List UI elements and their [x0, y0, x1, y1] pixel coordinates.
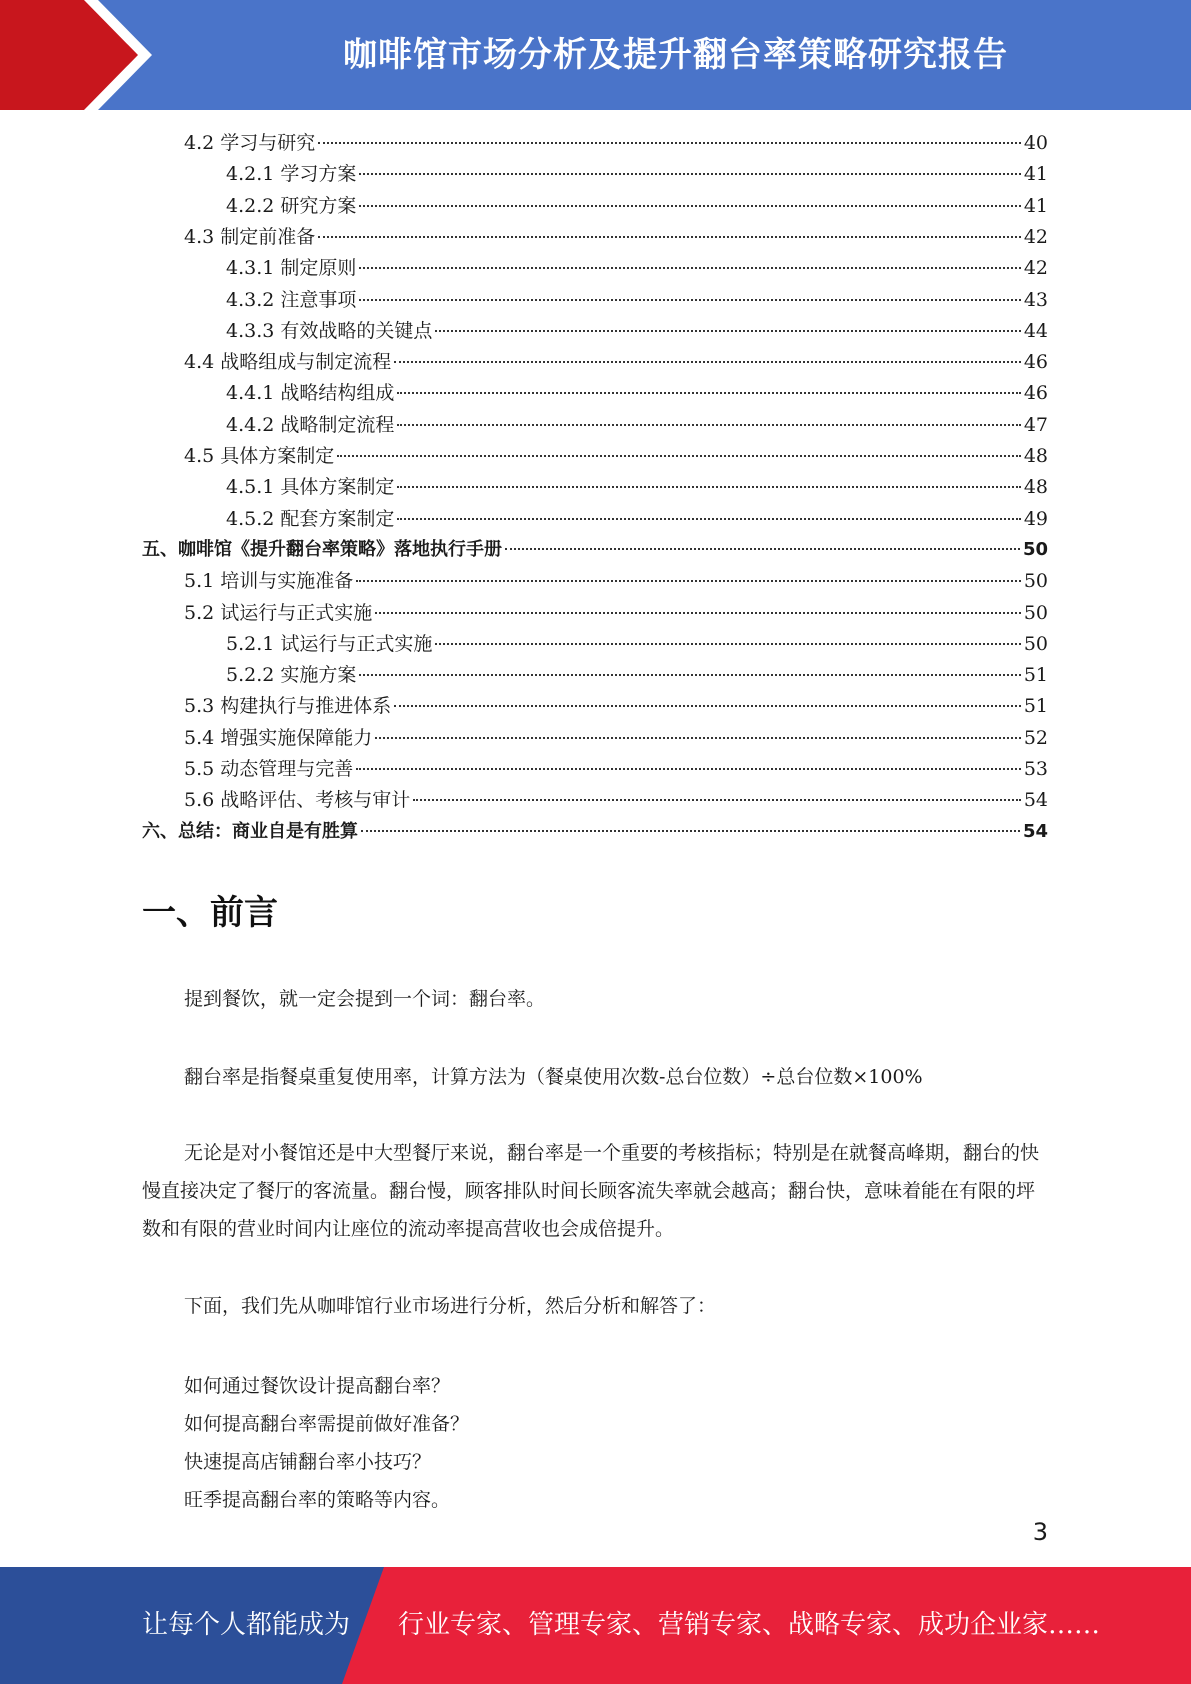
toc-entry-page: 52: [1023, 726, 1048, 749]
toc-leader-dots: [435, 643, 1020, 645]
toc-entry[interactable]: [184, 785, 1048, 815]
toc-entry-page: 51: [1023, 695, 1048, 718]
toc-entry-label: 4.2 学习与研究: [184, 132, 316, 154]
toc-leader-dots: [375, 737, 1021, 739]
toc-entry-label: 4.3 制定前准备: [184, 225, 316, 248]
toc-entry-page: 46: [1023, 382, 1048, 405]
toc-entry[interactable]: [226, 316, 1048, 346]
toc-entry[interactable]: [226, 410, 1048, 440]
toc-entry-page: 51: [1023, 664, 1048, 687]
toc-entry[interactable]: [184, 566, 1048, 596]
toc-entry-page: 42: [1023, 257, 1048, 280]
toc-entry-page: 49: [1023, 507, 1048, 530]
question-item: 快速提高店铺翻台率小技巧？: [184, 1451, 432, 1473]
page-footer: [0, 1567, 1191, 1684]
toc-entry-label: 4.4 战略组成与制定流程: [184, 351, 392, 374]
toc-entry[interactable]: [142, 817, 1048, 847]
toc-entry-label: 4.2.1 学习方案: [226, 163, 357, 186]
toc-entry[interactable]: [184, 723, 1048, 753]
toc-entry-label: 4.4.1 战略结构组成: [226, 382, 395, 405]
toc-entry-label: 4.5 具体方案制定: [184, 445, 335, 467]
toc-entry-page: 53: [1023, 758, 1048, 780]
toc-leader-dots: [359, 267, 1020, 269]
toc-leader-dots: [359, 173, 1020, 175]
toc-leader-dots: [397, 486, 1020, 488]
paragraph-4: 下面，我们先从咖啡馆行业市场进行分析，然后分析和解答了：: [184, 1295, 717, 1317]
toc-entry-label: 5.2.1 试运行与正式实施: [226, 632, 433, 655]
toc-entry-label: 5.3 构建执行与推进体系: [184, 695, 392, 718]
toc-leader-dots: [375, 612, 1021, 614]
question-item: 如何提高翻台率需提前做好准备？: [184, 1413, 470, 1435]
toc-entry[interactable]: [226, 191, 1048, 221]
toc-entry-label: 5.4 增强实施保障能力: [184, 726, 373, 749]
toc-entry-page: 54: [1022, 820, 1048, 842]
footer-slogan-right: 行业专家、管理专家、营销专家、战略专家、成功企业家……: [398, 1610, 1101, 1640]
toc-entry-label: 4.4.2 战略制定流程: [226, 413, 395, 436]
toc-entry[interactable]: [226, 629, 1048, 659]
toc-entry-page: 48: [1023, 476, 1048, 499]
toc-entry-label: 4.3.2 注意事项: [226, 288, 357, 311]
toc-entry-label: 4.3.1 制定原则: [226, 257, 357, 280]
toc-entry-page: 44: [1023, 319, 1048, 342]
paragraph-3: 无论是对小餐馆还是中大型餐厅来说，翻台率是一个重要的考核指标；特别是在就餐高峰期，翻台的快慢直接决定了餐厅的客流量。翻台慢，顾客排队时间长顾客流失率就会越高；翻台快，意味着能在有限的坪数和有限的营业时间内让座位的流动率提高营收也会成倍提升。: [142, 1142, 1040, 1240]
toc-entry[interactable]: [184, 598, 1048, 628]
toc-entry-page: 43: [1023, 288, 1048, 311]
toc-entry-page: 47: [1023, 413, 1048, 436]
toc-entry-page: 46: [1023, 351, 1048, 374]
toc-leader-dots: [361, 830, 1020, 832]
toc-entry-page: 42: [1023, 225, 1048, 248]
toc-entry[interactable]: [226, 378, 1048, 408]
toc-entry[interactable]: [142, 535, 1048, 565]
toc-leader-dots: [394, 705, 1021, 707]
toc-entry[interactable]: [184, 222, 1048, 252]
footer-slogan-left: 让每个人都能成为: [142, 1610, 351, 1640]
toc-entry-label: 五、咖啡馆《提升翻台率策略》落地执行手册: [142, 538, 502, 560]
toc-entry-label: 4.2.2 研究方案: [226, 194, 357, 217]
toc-entry[interactable]: [226, 159, 1048, 189]
toc-leader-dots: [394, 361, 1021, 363]
header-arrow-icon: [0, 0, 150, 110]
toc-entry-label: 4.3.3 有效战略的关键点: [226, 319, 433, 342]
toc-entry-page: 50: [1023, 601, 1048, 624]
toc-entry[interactable]: [226, 504, 1048, 534]
toc-leader-dots: [505, 548, 1020, 550]
toc-leader-dots: [359, 299, 1020, 301]
page-header: [0, 0, 1191, 110]
toc-entry-label: 4.5.1 具体方案制定: [226, 476, 395, 499]
toc-entry[interactable]: [226, 285, 1048, 315]
toc-leader-dots: [356, 580, 1021, 582]
toc-entry-page: 54: [1023, 789, 1048, 812]
paragraph-1: 提到餐饮，就一定会提到一个词：翻台率。: [184, 988, 546, 1010]
toc-entry-page: 50: [1023, 632, 1048, 655]
toc-entry-label: 5.5 动态管理与完善: [184, 758, 354, 780]
toc-entry-page: 50: [1022, 538, 1048, 560]
toc-entry[interactable]: [184, 754, 1048, 784]
toc-leader-dots: [435, 330, 1020, 332]
question-item: 如何通过餐饮设计提高翻台率？: [184, 1375, 451, 1397]
toc-entry-page: 41: [1023, 163, 1048, 186]
toc-entry[interactable]: [184, 441, 1048, 471]
toc-entry-page: 40: [1023, 132, 1048, 154]
toc-leader-dots: [413, 799, 1021, 801]
toc-entry-label: 5.2.2 实施方案: [226, 664, 357, 687]
toc-leader-dots: [359, 205, 1020, 207]
toc-entry-page: 50: [1023, 570, 1048, 593]
toc-entry-label: 5.6 战略评估、考核与审计: [184, 789, 411, 812]
toc-entry[interactable]: [184, 128, 1048, 158]
toc-leader-dots: [359, 674, 1020, 676]
toc-entry-page: 48: [1023, 445, 1048, 467]
page-number: 3: [1032, 1518, 1048, 1546]
toc-entry[interactable]: [226, 472, 1048, 502]
toc-leader-dots: [397, 392, 1020, 394]
toc-entry-page: 41: [1023, 194, 1048, 217]
toc-entry-label: 5.2 试运行与正式实施: [184, 601, 373, 624]
toc-entry-label: 六、总结：商业自是有胜算: [142, 820, 358, 842]
section-heading: 一、前言: [142, 893, 278, 933]
toc-leader-dots: [397, 424, 1020, 426]
toc-entry[interactable]: [226, 253, 1048, 283]
toc-leader-dots: [397, 518, 1020, 520]
document-title: 咖啡馆市场分析及提升翻台率策略研究报告: [343, 35, 1008, 75]
toc-leader-dots: [356, 768, 1021, 770]
toc-entry[interactable]: [184, 691, 1048, 721]
toc-entry-label: 4.5.2 配套方案制定: [226, 507, 395, 530]
toc-leader-dots: [337, 455, 1021, 457]
question-item: 旺季提高翻台率的策略等内容。: [184, 1489, 451, 1511]
toc-leader-dots: [318, 236, 1021, 238]
toc-entry-label: 5.1 培训与实施准备: [184, 570, 354, 593]
paragraph-2: 翻台率是指餐桌重复使用率，计算方法为（餐桌使用次数-总台位数）÷总台位数×100%: [184, 1066, 923, 1088]
toc-entry[interactable]: [226, 660, 1048, 690]
toc-leader-dots: [318, 142, 1021, 144]
toc-entry[interactable]: [184, 347, 1048, 377]
